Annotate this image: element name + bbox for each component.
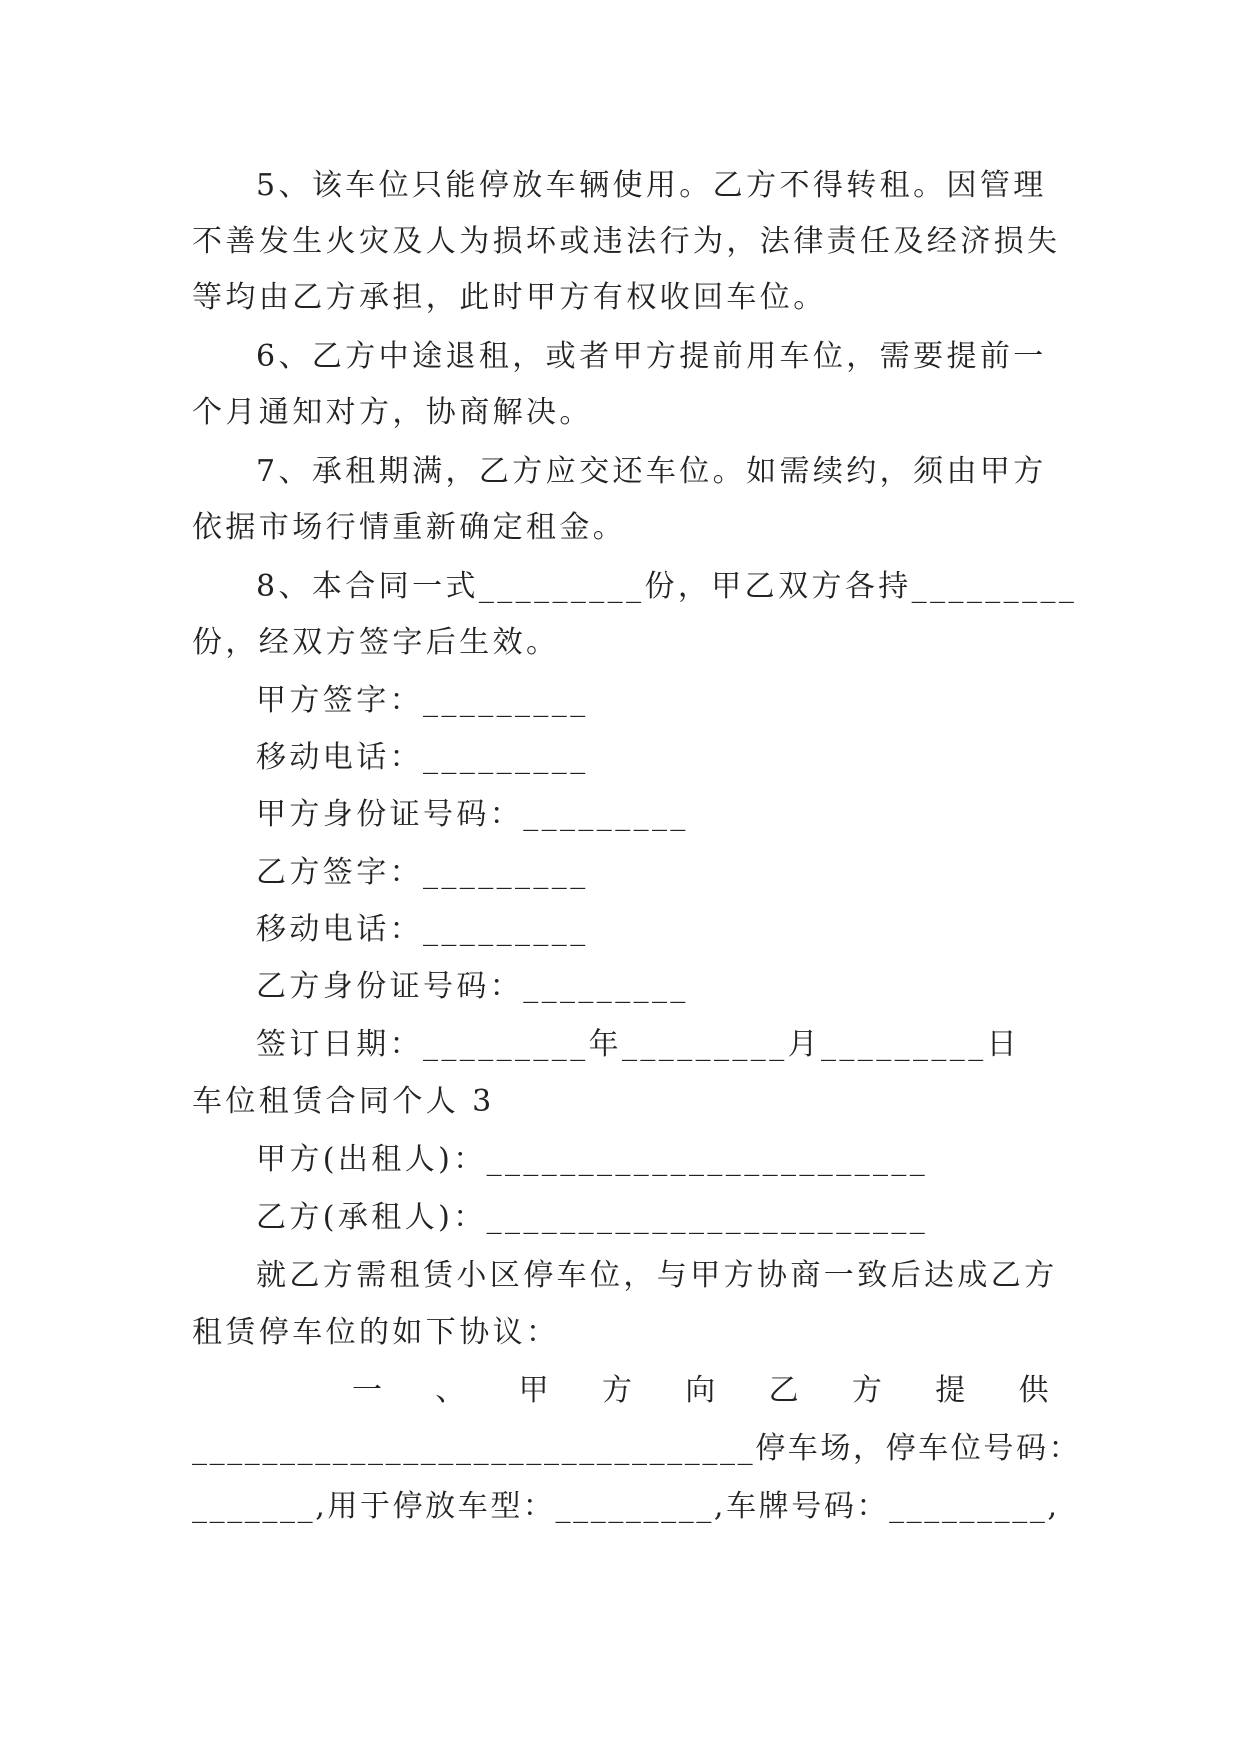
section-title: 车位租赁合同个人 3 bbox=[192, 1084, 495, 1119]
clause-1-char: 一 bbox=[352, 1373, 386, 1408]
signing-date: 签订日期：_________年_________月_________日 bbox=[256, 1027, 1020, 1062]
clause-1-line-2: ________________________________停车场，停车位号码： bbox=[192, 1431, 1082, 1466]
party-a-lessor: 甲方(出租人)：________________________ bbox=[256, 1142, 929, 1177]
clause-6-line-2: 个月通知对方，协商解决。 bbox=[192, 395, 593, 430]
clause-1-char: 方 bbox=[851, 1373, 886, 1408]
clause-1-char: 方 bbox=[601, 1373, 636, 1408]
clause-1-heading bbox=[192, 1368, 1052, 1414]
clause-1-char: 提 bbox=[935, 1373, 969, 1408]
clause-1-char: 供 bbox=[1018, 1373, 1052, 1408]
clause-8-line-2: 份，经双方签字后生效。 bbox=[192, 625, 560, 660]
clause-7-line-2: 依据市场行情重新确定租金。 bbox=[192, 510, 627, 545]
clause-6-line-1: 6、乙方中途退租，或者甲方提前用车位，需要提前一 bbox=[256, 339, 1047, 374]
party-a-id-number: 甲方身份证号码：_________ bbox=[256, 797, 689, 832]
clause-1-line-3: _______,用于停放车型：_________,车牌号码：_________, bbox=[192, 1489, 1060, 1524]
clause-7-line-1: 7、承租期满，乙方应交还车位。如需续约，须由甲方 bbox=[256, 454, 1047, 489]
clause-1-char: 向 bbox=[685, 1373, 719, 1408]
agreement-intro-line-1: 就乙方需租赁小区停车位，与甲方协商一致后达成乙方 bbox=[256, 1258, 1058, 1293]
agreement-intro-line-2: 租赁停车位的如下协议： bbox=[192, 1315, 560, 1350]
party-a-signature: 甲方签字：_________ bbox=[256, 683, 589, 718]
party-b-mobile: 移动电话：_________ bbox=[256, 912, 589, 947]
clause-1-char: 乙 bbox=[768, 1373, 802, 1408]
clause-5-line-3: 等均由乙方承担，此时甲方有权收回车位。 bbox=[192, 280, 827, 315]
clause-1-char: 甲 bbox=[518, 1373, 553, 1408]
party-b-lessee: 乙方(承租人)：________________________ bbox=[256, 1200, 929, 1235]
party-b-signature: 乙方签字：_________ bbox=[256, 855, 589, 890]
party-b-id-number: 乙方身份证号码：_________ bbox=[256, 969, 689, 1004]
clause-8-line-1: 8、本合同一式_________份，甲乙双方各持_________ bbox=[256, 569, 1078, 604]
party-a-mobile: 移动电话：_________ bbox=[256, 740, 589, 775]
clause-1-char: 、 bbox=[435, 1373, 469, 1408]
clause-5-line-2: 不善发生火灾及人为损坏或违法行为，法律责任及经济损失 bbox=[192, 224, 1061, 259]
clause-5-line-1: 5、该车位只能停放车辆使用。乙方不得转租。因管理 bbox=[256, 168, 1047, 203]
